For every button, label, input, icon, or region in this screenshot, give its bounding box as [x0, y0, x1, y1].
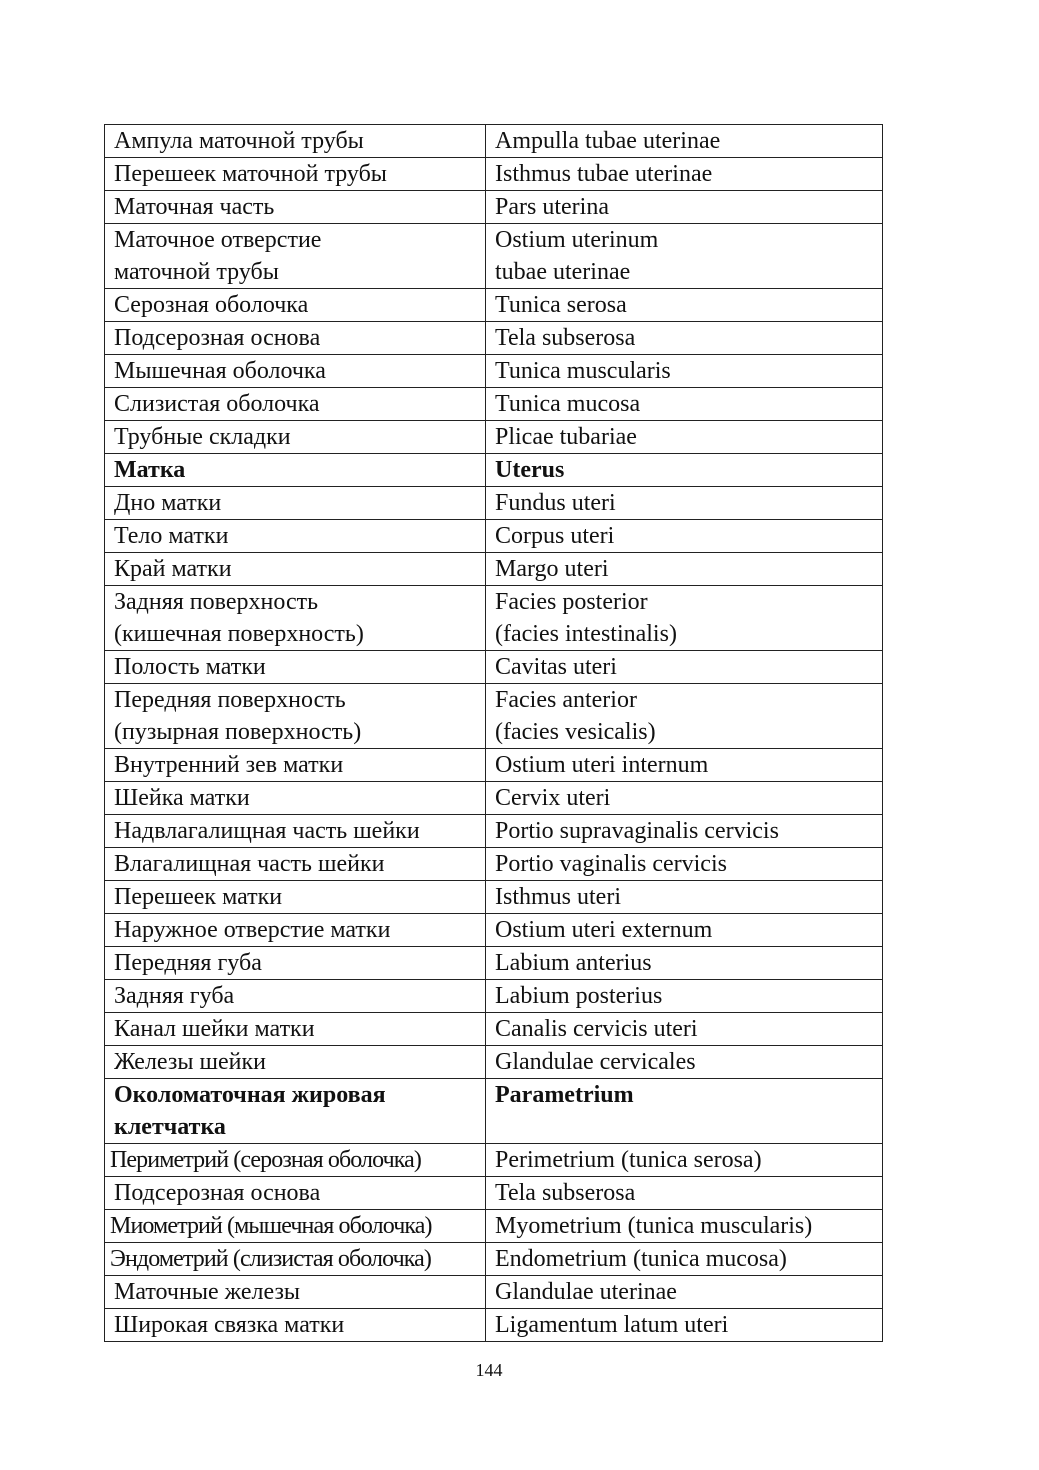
russian-term-cell: Железы шейки: [105, 1046, 486, 1079]
russian-term-cell: Надвлагалищная часть шейки: [105, 815, 486, 848]
terminology-table-body: [105, 125, 883, 1342]
table-row: [105, 980, 883, 1013]
latin-term-cell: Glandulae uterinae: [486, 1276, 883, 1309]
russian-term-cell: Перешеек матки: [105, 881, 486, 914]
latin-term-cell: Uterus: [486, 454, 883, 487]
table-row: [105, 125, 883, 158]
russian-term-cell: Маточное отверстие маточной трубы: [105, 224, 486, 289]
latin-term-cell: Tunica serosa: [486, 289, 883, 322]
latin-term-cell: Isthmus tubae uterinae: [486, 158, 883, 191]
russian-term-cell: Передняя поверхность (пузырная поверхность): [105, 684, 486, 749]
latin-term-cell: Corpus uteri: [486, 520, 883, 553]
latin-term-cell: Tela subserosa: [486, 322, 883, 355]
table-row: [105, 1144, 883, 1177]
latin-term-cell: Parametrium: [486, 1079, 883, 1144]
page-number: 144: [475, 1360, 503, 1380]
latin-term-cell: Ostium uterinum tubae uterinae: [486, 224, 883, 289]
table-row: [105, 421, 883, 454]
table-row: [105, 388, 883, 421]
table-row: [105, 1046, 883, 1079]
latin-term-cell: Margo uteri: [486, 553, 883, 586]
latin-term-cell: Portio vaginalis cervicis: [486, 848, 883, 881]
latin-term-cell: Facies posterior (facies intestinalis): [486, 586, 883, 651]
table-row: [105, 158, 883, 191]
russian-term-cell: Миометрий (мышечная оболочка): [105, 1210, 486, 1243]
russian-term-cell: Внутренний зев матки: [105, 749, 486, 782]
russian-term-cell: Подсерозная основа: [105, 322, 486, 355]
table-row: [105, 1276, 883, 1309]
latin-term-cell: Plicae tubariae: [486, 421, 883, 454]
terminology-table: [104, 124, 883, 1342]
table-row: [105, 651, 883, 684]
russian-term-cell: Наружное отверстие матки: [105, 914, 486, 947]
latin-term-cell: Canalis cervicis uteri: [486, 1013, 883, 1046]
latin-term-cell: Tunica muscularis: [486, 355, 883, 388]
latin-term-cell: Cervix uteri: [486, 782, 883, 815]
latin-term-cell: Perimetrium (tunica serosa): [486, 1144, 883, 1177]
latin-term-cell: Endometrium (tunica mucosa): [486, 1243, 883, 1276]
table-row: [105, 454, 883, 487]
latin-term-cell: Facies anterior (facies vesicalis): [486, 684, 883, 749]
table-row: [105, 586, 883, 651]
russian-term-cell: Широкая связка матки: [105, 1309, 486, 1342]
russian-term-cell: Ампула маточной трубы: [105, 125, 486, 158]
latin-term-cell: Pars uterina: [486, 191, 883, 224]
table-row: [105, 1177, 883, 1210]
russian-term-cell: Тело матки: [105, 520, 486, 553]
latin-term-cell: Ampulla tubae uterinae: [486, 125, 883, 158]
table-row: [105, 782, 883, 815]
russian-term-cell: Передняя губа: [105, 947, 486, 980]
table-row: [105, 289, 883, 322]
russian-term-cell: Эндометрий (слизистая оболочка): [105, 1243, 486, 1276]
latin-term-cell: Isthmus uteri: [486, 881, 883, 914]
table-row: [105, 1210, 883, 1243]
russian-term-cell: Задняя поверхность (кишечная поверхность): [105, 586, 486, 651]
table-row: [105, 487, 883, 520]
table-row: [105, 881, 883, 914]
latin-term-cell: Tunica mucosa: [486, 388, 883, 421]
table-row: [105, 322, 883, 355]
latin-term-cell: Labium posterius: [486, 980, 883, 1013]
russian-term-cell: Край матки: [105, 553, 486, 586]
table-row: [105, 355, 883, 388]
russian-term-cell: Околоматочная жировая клетчатка: [105, 1079, 486, 1144]
latin-term-cell: Tela subserosa: [486, 1177, 883, 1210]
russian-term-cell: Слизистая оболочка: [105, 388, 486, 421]
russian-term-cell: Маточные железы: [105, 1276, 486, 1309]
table-row: [105, 1013, 883, 1046]
table-row: [105, 553, 883, 586]
table-row: [105, 749, 883, 782]
latin-term-cell: Glandulae cervicales: [486, 1046, 883, 1079]
russian-term-cell: Серозная оболочка: [105, 289, 486, 322]
russian-term-cell: Перешеек маточной трубы: [105, 158, 486, 191]
table-row: [105, 520, 883, 553]
russian-term-cell: Канал шейки матки: [105, 1013, 486, 1046]
russian-term-cell: Трубные складки: [105, 421, 486, 454]
table-row: [105, 815, 883, 848]
latin-term-cell: Labium anterius: [486, 947, 883, 980]
table-row: [105, 947, 883, 980]
latin-term-cell: Ostium uteri externum: [486, 914, 883, 947]
russian-term-cell: Полость матки: [105, 651, 486, 684]
table-row: [105, 914, 883, 947]
russian-term-cell: Маточная часть: [105, 191, 486, 224]
table-row: [105, 1079, 883, 1144]
latin-term-cell: Ligamentum latum uteri: [486, 1309, 883, 1342]
table-row: [105, 684, 883, 749]
russian-term-cell: Мышечная оболочка: [105, 355, 486, 388]
russian-term-cell: Периметрий (серозная оболочка): [105, 1144, 486, 1177]
russian-term-cell: Влагалищная часть шейки: [105, 848, 486, 881]
table-row: [105, 1243, 883, 1276]
table-row: [105, 1309, 883, 1342]
latin-term-cell: Ostium uteri internum: [486, 749, 883, 782]
russian-term-cell: Подсерозная основа: [105, 1177, 486, 1210]
russian-term-cell: Матка: [105, 454, 486, 487]
latin-term-cell: Myometrium (tunica muscularis): [486, 1210, 883, 1243]
table-row: [105, 191, 883, 224]
russian-term-cell: Дно матки: [105, 487, 486, 520]
latin-term-cell: Fundus uteri: [486, 487, 883, 520]
table-row: [105, 224, 883, 289]
latin-term-cell: Portio supravaginalis cervicis: [486, 815, 883, 848]
russian-term-cell: Шейка матки: [105, 782, 486, 815]
russian-term-cell: Задняя губа: [105, 980, 486, 1013]
table-row: [105, 848, 883, 881]
latin-term-cell: Cavitas uteri: [486, 651, 883, 684]
